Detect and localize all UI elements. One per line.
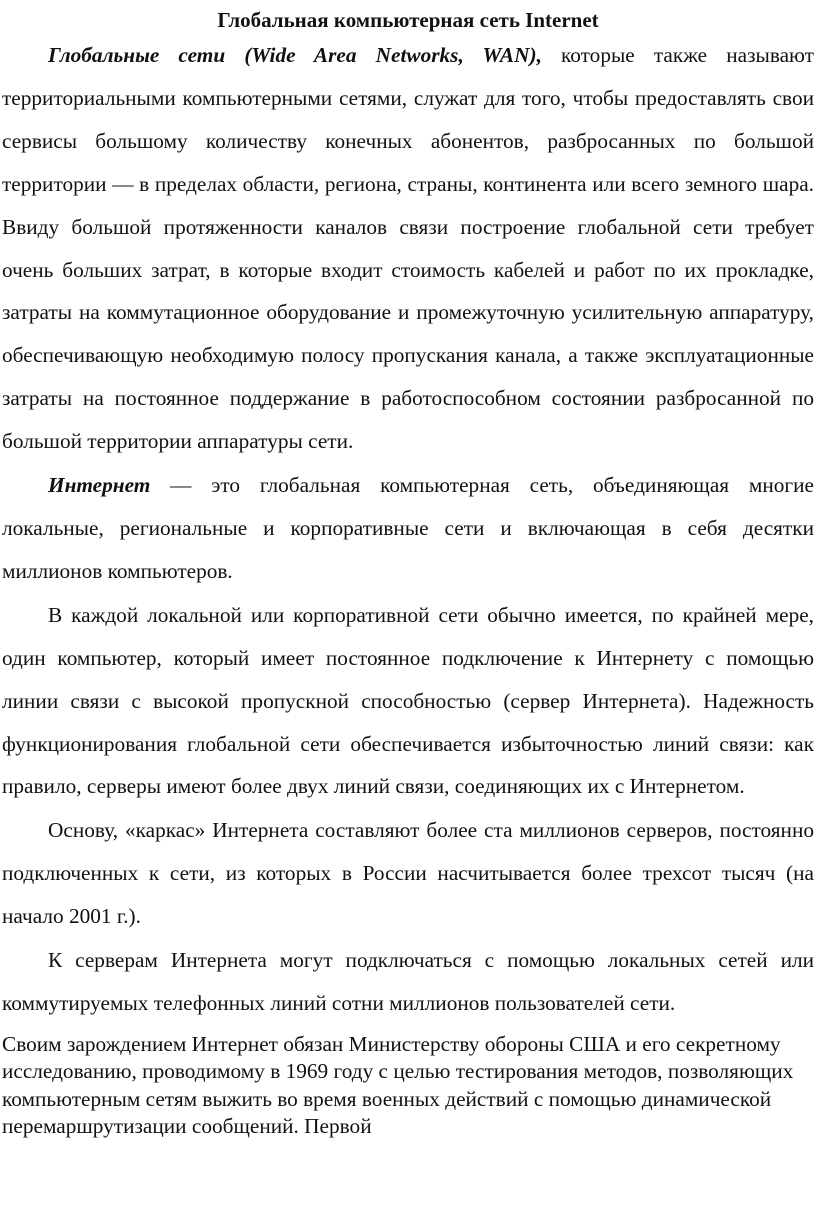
term-internet: Интернет [48,473,151,498]
term-wan: Глобальные сети (Wide Area Networks, WAN), [48,43,542,67]
paragraph-backbone: Основу, «каркас» Интернета составляют более ста миллионов серверов, постоянно подключенных к сети, из которых в России насчитывается более трехсот тысяч (на начало 2001 г.). [2,818,814,929]
paragraph-wan [2,34,814,463]
paragraph-wan-text: которые также называют территориальными компьютерными сетями, служат для того, чтобы предоставлять свои сервисы большому количеству конечных абонентов, разбросанных по большой территории — в пределах области, региона, страны, континента или всего земного шара. Ввиду большой протяженности каналов связи построение глобальной сети требует очень больших затрат, в которые входит стоимость кабелей и работ по их прокладке, затраты на коммутационное оборудование и промежуточную усилительную аппаратуру, обеспечивающую необходимую полосу пропускания канала, а также эксплуатационные затраты на постоянное поддержание в работоспособном состоянии разбросанной по большой территории аппаратуры сети. [2,43,814,454]
paragraph-history: Своим зарождением Интернет обязан Министерству обороны США и его секретному исследованию, проводимому в 1969 году с целью тестирования методов, позволяющих компьютерным сетям выжить во время военных действий с помощью динамической перемаршрутизации сообщений. Первой [2,1031,794,1139]
paragraph-internet-text: — это глобальная компьютерная сеть, объединяющая многие локальные, региональные и корпоративные сети и включающая в себя десятки миллионов компьютеров. [2,473,814,583]
paragraph-internet [2,464,814,593]
paragraph-users: К серверам Интернета могут подключаться с помощью локальных сетей или коммутируемых телефонных линий сотни миллионов пользователей сети. [2,948,814,1015]
document-title: Глобальная компьютерная сеть Internet [217,8,599,32]
paragraph-servers: В каждой локальной или корпоративной сети обычно имеется, по крайней мере, один компьютер, который имеет постоянное подключение к Интернету с помощью линии связи с высокой пропускной способностью (сервер Интернета). Надежность функционирования глобальной сети обеспечивается избыточностью линий связи: как правило, серверы имеют более двух линий связи, соединяющих их с Интернетом. [2,602,814,799]
